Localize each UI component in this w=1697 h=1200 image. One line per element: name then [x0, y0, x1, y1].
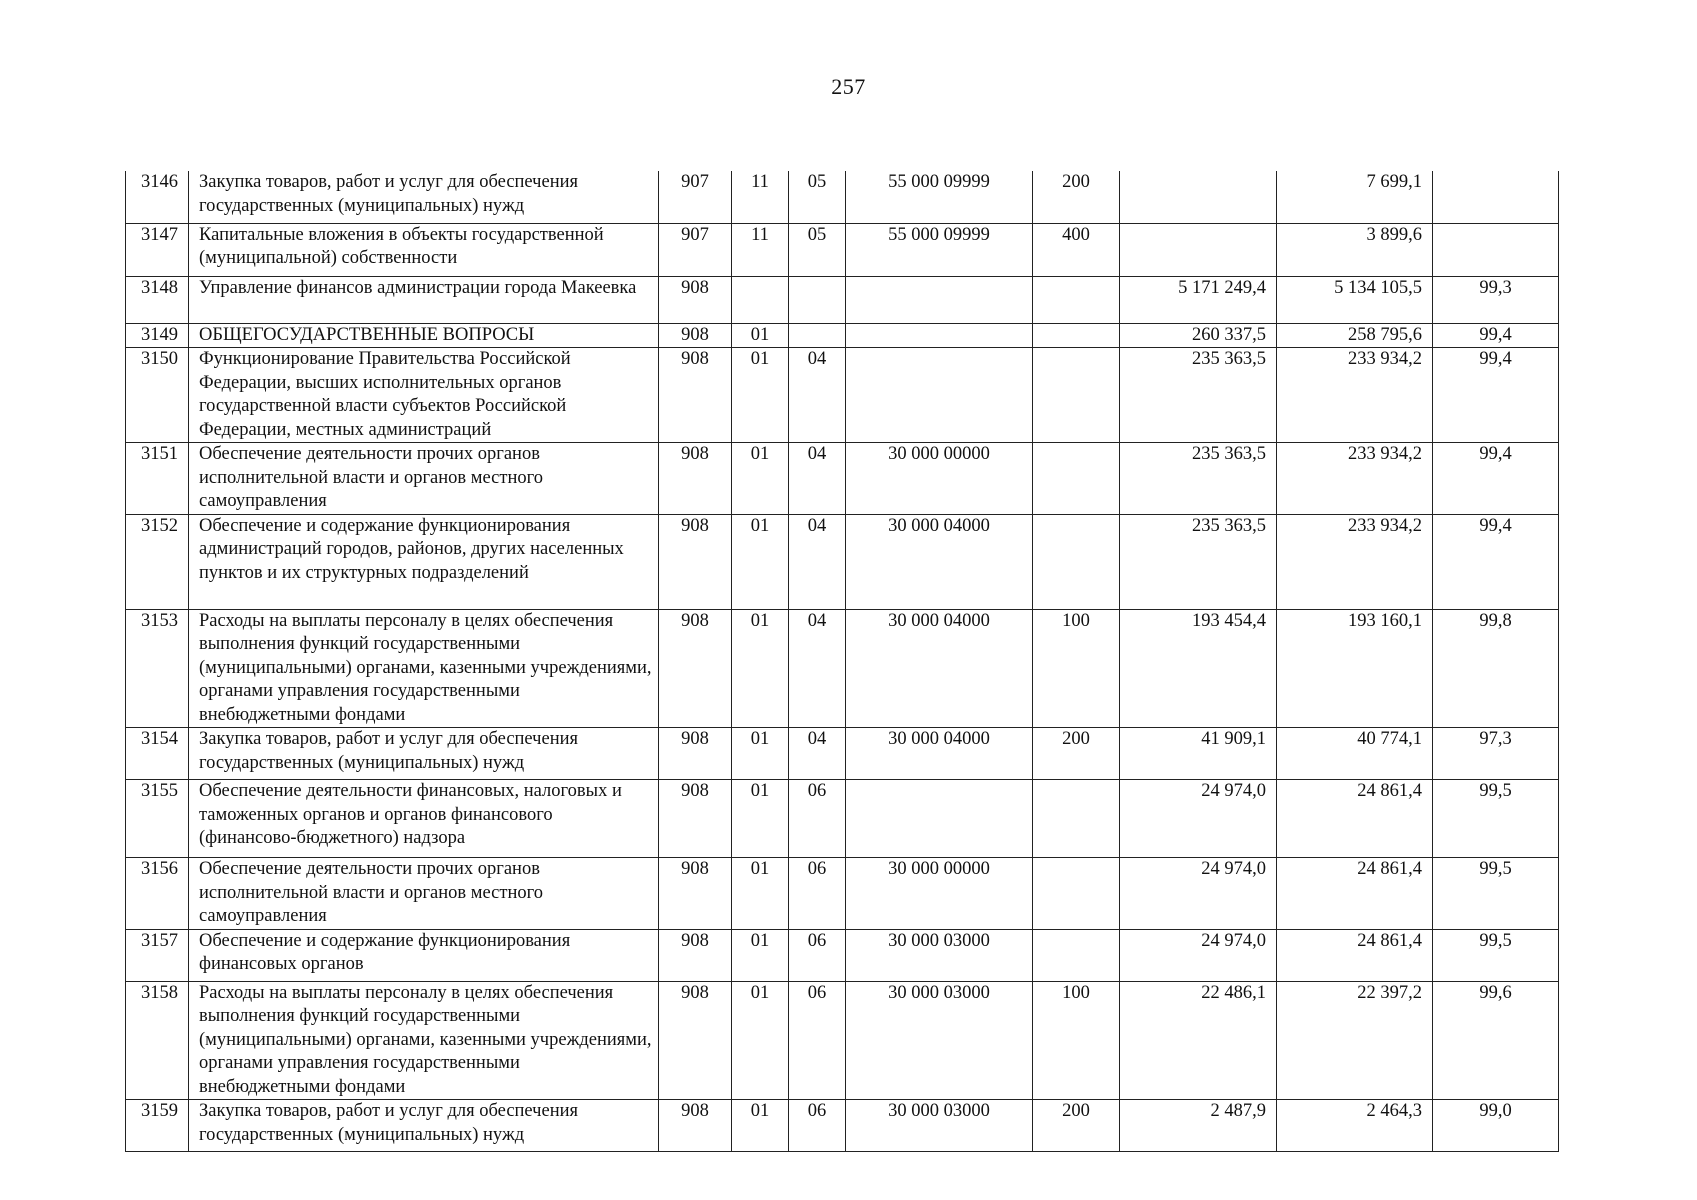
department-code-cell: 907: [659, 171, 732, 223]
target-article-cell: [846, 323, 1033, 348]
subsection-code-cell: [789, 323, 846, 348]
subsection-code-cell: 06: [789, 858, 846, 930]
expense-type-cell: 100: [1033, 609, 1120, 728]
table-row: [126, 171, 1559, 223]
table-row: [126, 1100, 1559, 1152]
plan-amount-cell: 41 909,1: [1120, 728, 1277, 780]
plan-amount-cell: 2 487,9: [1120, 1100, 1277, 1152]
expense-name-cell: Расходы на выплаты персоналу в целях обеспечения выполнения функций государственными (муниципальными) органами, казенными учреждениями, органами управления государственными внебюджетными фондами: [189, 609, 659, 728]
subsection-code-cell: 04: [789, 443, 846, 515]
target-article-cell: 30 000 04000: [846, 609, 1033, 728]
actual-amount-cell: 24 861,4: [1277, 780, 1433, 858]
row-number-cell: 3150: [126, 348, 189, 443]
expense-type-cell: [1033, 780, 1120, 858]
row-number-cell: 3157: [126, 929, 189, 981]
subsection-code-cell: 05: [789, 171, 846, 223]
execution-percent-cell: 99,4: [1433, 514, 1559, 609]
subsection-code-cell: 04: [789, 609, 846, 728]
row-number-cell: 3154: [126, 728, 189, 780]
department-code-cell: 908: [659, 981, 732, 1100]
page-number: 257: [831, 74, 866, 99]
row-number-cell: 3149: [126, 323, 189, 348]
execution-percent-cell: 99,8: [1433, 609, 1559, 728]
execution-percent-cell: 99,5: [1433, 780, 1559, 858]
actual-amount-cell: 193 160,1: [1277, 609, 1433, 728]
expense-name-cell: Закупка товаров, работ и услуг для обеспечения государственных (муниципальных) нужд: [189, 728, 659, 780]
execution-percent-cell: 99,0: [1433, 1100, 1559, 1152]
target-article-cell: 30 000 03000: [846, 929, 1033, 981]
section-code-cell: 01: [732, 609, 789, 728]
subsection-code-cell: [789, 276, 846, 323]
expense-type-cell: [1033, 443, 1120, 515]
subsection-code-cell: 06: [789, 929, 846, 981]
table-row: [126, 276, 1559, 323]
target-article-cell: [846, 276, 1033, 323]
department-code-cell: 908: [659, 858, 732, 930]
section-code-cell: 11: [732, 171, 789, 223]
target-article-cell: [846, 348, 1033, 443]
expense-name-cell: Функционирование Правительства Российской Федерации, высших исполнительных органов государственной власти субъектов Российской Федерации, местных администраций: [189, 348, 659, 443]
subsection-code-cell: 04: [789, 728, 846, 780]
section-code-cell: 01: [732, 780, 789, 858]
expense-name-cell: Обеспечение и содержание функционирования финансовых органов: [189, 929, 659, 981]
actual-amount-cell: 22 397,2: [1277, 981, 1433, 1100]
execution-percent-cell: 99,5: [1433, 929, 1559, 981]
execution-percent-cell: 99,3: [1433, 276, 1559, 323]
expense-type-cell: 100: [1033, 981, 1120, 1100]
target-article-cell: 30 000 03000: [846, 1100, 1033, 1152]
expense-type-cell: 200: [1033, 171, 1120, 223]
plan-amount-cell: 260 337,5: [1120, 323, 1277, 348]
department-code-cell: 908: [659, 929, 732, 981]
department-code-cell: 908: [659, 276, 732, 323]
table-row: [126, 609, 1559, 728]
plan-amount-cell: 235 363,5: [1120, 443, 1277, 515]
row-number-cell: 3147: [126, 223, 189, 276]
plan-amount-cell: [1120, 223, 1277, 276]
table-row: [126, 323, 1559, 348]
section-code-cell: 01: [732, 514, 789, 609]
actual-amount-cell: 24 861,4: [1277, 929, 1433, 981]
plan-amount-cell: 235 363,5: [1120, 514, 1277, 609]
department-code-cell: 908: [659, 323, 732, 348]
actual-amount-cell: 2 464,3: [1277, 1100, 1433, 1152]
plan-amount-cell: 5 171 249,4: [1120, 276, 1277, 323]
actual-amount-cell: 5 134 105,5: [1277, 276, 1433, 323]
department-code-cell: 908: [659, 728, 732, 780]
expense-name-cell: Обеспечение деятельности финансовых, налоговых и таможенных органов и органов финансового (финансово-бюджетного) надзора: [189, 780, 659, 858]
plan-amount-cell: 193 454,4: [1120, 609, 1277, 728]
row-number-cell: 3146: [126, 171, 189, 223]
execution-percent-cell: 99,4: [1433, 348, 1559, 443]
expense-type-cell: [1033, 348, 1120, 443]
row-number-cell: 3151: [126, 443, 189, 515]
budget-table: [125, 171, 1559, 1152]
target-article-cell: 30 000 03000: [846, 981, 1033, 1100]
department-code-cell: 908: [659, 1100, 732, 1152]
execution-percent-cell: [1433, 223, 1559, 276]
plan-amount-cell: 235 363,5: [1120, 348, 1277, 443]
section-code-cell: [732, 276, 789, 323]
target-article-cell: [846, 780, 1033, 858]
actual-amount-cell: 40 774,1: [1277, 728, 1433, 780]
execution-percent-cell: 99,4: [1433, 443, 1559, 515]
expense-name-cell: Капитальные вложения в объекты государственной (муниципальной) собственности: [189, 223, 659, 276]
section-code-cell: 01: [732, 981, 789, 1100]
row-number-cell: 3158: [126, 981, 189, 1100]
subsection-code-cell: 06: [789, 1100, 846, 1152]
table-row: [126, 443, 1559, 515]
expense-type-cell: [1033, 276, 1120, 323]
table-row: [126, 728, 1559, 780]
plan-amount-cell: [1120, 171, 1277, 223]
plan-amount-cell: 24 974,0: [1120, 858, 1277, 930]
table-row: [126, 514, 1559, 609]
subsection-code-cell: 06: [789, 780, 846, 858]
section-code-cell: 01: [732, 323, 789, 348]
row-number-cell: 3153: [126, 609, 189, 728]
plan-amount-cell: 24 974,0: [1120, 780, 1277, 858]
department-code-cell: 908: [659, 514, 732, 609]
expense-name-cell: Расходы на выплаты персоналу в целях обеспечения выполнения функций государственными (муниципальными) органами, казенными учреждениями, органами управления государственными внебюджетными фондами: [189, 981, 659, 1100]
section-code-cell: 01: [732, 728, 789, 780]
table-row: [126, 929, 1559, 981]
target-article-cell: 30 000 04000: [846, 728, 1033, 780]
plan-amount-cell: 22 486,1: [1120, 981, 1277, 1100]
expense-name-cell: Управление финансов администрации города Макеевка: [189, 276, 659, 323]
actual-amount-cell: 7 699,1: [1277, 171, 1433, 223]
expense-name-cell: Закупка товаров, работ и услуг для обеспечения государственных (муниципальных) нужд: [189, 1100, 659, 1152]
expense-type-cell: 200: [1033, 728, 1120, 780]
target-article-cell: 55 000 09999: [846, 223, 1033, 276]
actual-amount-cell: 3 899,6: [1277, 223, 1433, 276]
department-code-cell: 908: [659, 609, 732, 728]
row-number-cell: 3148: [126, 276, 189, 323]
department-code-cell: 908: [659, 348, 732, 443]
table-row: [126, 981, 1559, 1100]
expense-name-cell: Обеспечение и содержание функционирования администраций городов, районов, других населенных пунктов и их структурных подразделений: [189, 514, 659, 609]
section-code-cell: 01: [732, 858, 789, 930]
section-code-cell: 11: [732, 223, 789, 276]
department-code-cell: 908: [659, 443, 732, 515]
row-number-cell: 3159: [126, 1100, 189, 1152]
department-code-cell: 908: [659, 780, 732, 858]
target-article-cell: 30 000 04000: [846, 514, 1033, 609]
expense-type-cell: 400: [1033, 223, 1120, 276]
row-number-cell: 3156: [126, 858, 189, 930]
actual-amount-cell: 233 934,2: [1277, 348, 1433, 443]
execution-percent-cell: [1433, 171, 1559, 223]
table-row: [126, 780, 1559, 858]
execution-percent-cell: 99,5: [1433, 858, 1559, 930]
table-row: [126, 348, 1559, 443]
row-number-cell: 3155: [126, 780, 189, 858]
section-code-cell: 01: [732, 348, 789, 443]
expense-type-cell: [1033, 858, 1120, 930]
target-article-cell: 55 000 09999: [846, 171, 1033, 223]
section-code-cell: 01: [732, 443, 789, 515]
section-code-cell: 01: [732, 1100, 789, 1152]
execution-percent-cell: 99,4: [1433, 323, 1559, 348]
section-code-cell: 01: [732, 929, 789, 981]
expense-type-cell: [1033, 514, 1120, 609]
target-article-cell: 30 000 00000: [846, 443, 1033, 515]
actual-amount-cell: 233 934,2: [1277, 443, 1433, 515]
expense-name-cell: ОБЩЕГОСУДАРСТВЕННЫЕ ВОПРОСЫ: [189, 323, 659, 348]
expense-name-cell: Обеспечение деятельности прочих органов исполнительной власти и органов местного самоуправления: [189, 443, 659, 515]
plan-amount-cell: 24 974,0: [1120, 929, 1277, 981]
table-row: [126, 858, 1559, 930]
actual-amount-cell: 24 861,4: [1277, 858, 1433, 930]
subsection-code-cell: 04: [789, 348, 846, 443]
subsection-code-cell: 04: [789, 514, 846, 609]
table-row: [126, 223, 1559, 276]
execution-percent-cell: 99,6: [1433, 981, 1559, 1100]
expense-name-cell: Закупка товаров, работ и услуг для обеспечения государственных (муниципальных) нужд: [189, 171, 659, 223]
expense-name-cell: Обеспечение деятельности прочих органов исполнительной власти и органов местного самоуправления: [189, 858, 659, 930]
row-number-cell: 3152: [126, 514, 189, 609]
actual-amount-cell: 233 934,2: [1277, 514, 1433, 609]
target-article-cell: 30 000 00000: [846, 858, 1033, 930]
expense-type-cell: [1033, 323, 1120, 348]
execution-percent-cell: 97,3: [1433, 728, 1559, 780]
actual-amount-cell: 258 795,6: [1277, 323, 1433, 348]
expense-type-cell: [1033, 929, 1120, 981]
department-code-cell: 907: [659, 223, 732, 276]
subsection-code-cell: 05: [789, 223, 846, 276]
subsection-code-cell: 06: [789, 981, 846, 1100]
expense-type-cell: 200: [1033, 1100, 1120, 1152]
